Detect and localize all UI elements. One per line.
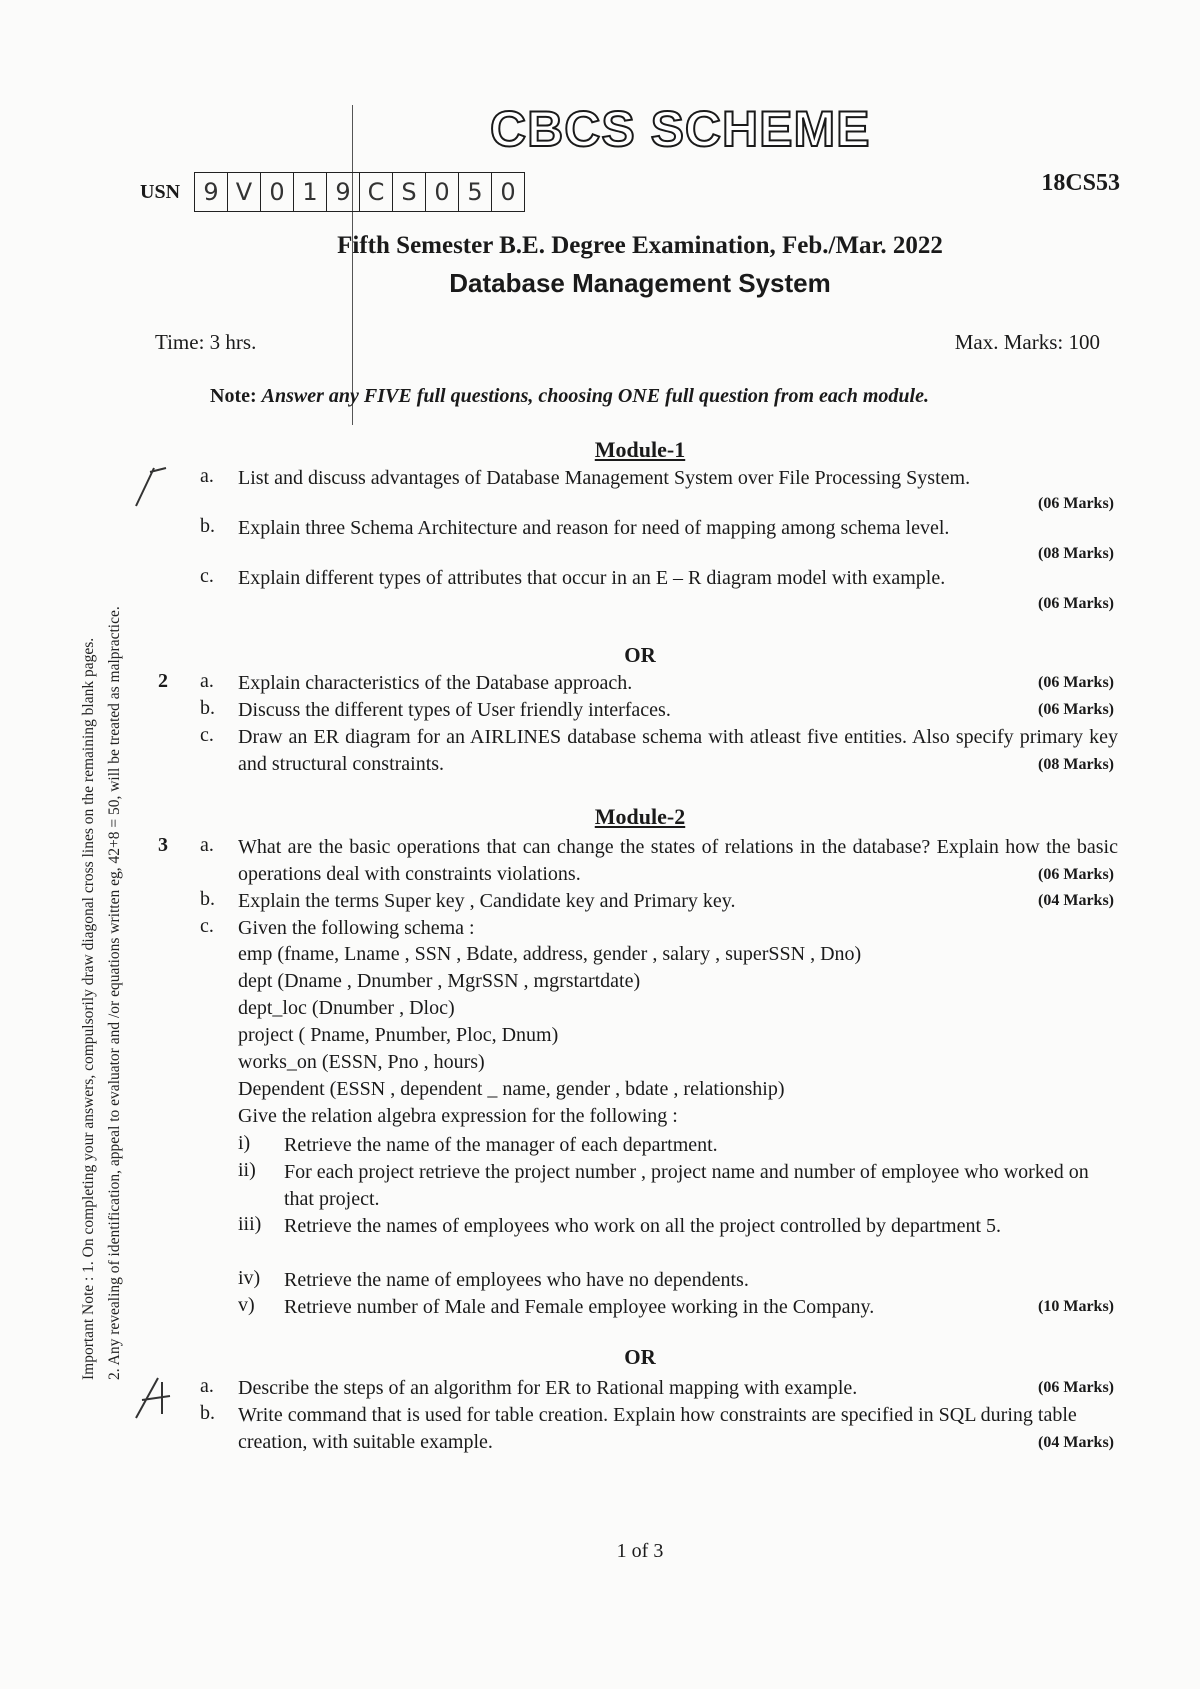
scan-vertical-line [352, 105, 353, 425]
usn-box: S [393, 173, 426, 211]
q1a-letter: a. [200, 465, 214, 487]
q1a-marks: (06 Marks) [1038, 495, 1114, 512]
side-important-note [76, 380, 128, 1380]
usn-box: 5 [459, 173, 492, 211]
item-v-label: v) [238, 1294, 255, 1316]
course-code: 18CS53 [1041, 170, 1120, 196]
side-note-line-2: 2. Any revealing of identification, appeal to evaluator and /or equations written eg, 42+8 = 50, will be treated as malpractice. [106, 606, 123, 1380]
usn-box: 0 [261, 173, 294, 211]
q2b-letter: b. [200, 697, 215, 719]
item-i-text: Retrieve the name of the manager of each department. [284, 1134, 718, 1156]
schema-line-project: project ( Pname, Pnumber, Ploc, Dnum) [238, 1024, 559, 1046]
q1c-text: Explain different types of attributes that occur in an E – R diagram model with example. [238, 567, 946, 589]
q3b-marks: (04 Marks) [1038, 892, 1114, 909]
q3a-marks: (06 Marks) [1038, 866, 1114, 883]
q4b-marks: (04 Marks) [1038, 1434, 1114, 1451]
instructions-note [210, 385, 929, 408]
q3-number: 3 [158, 834, 168, 856]
q4b-letter: b. [200, 1402, 215, 1424]
q1a-text: List and discuss advantages of Database Management System over File Processing System. [238, 467, 971, 489]
q3c-letter: c. [200, 915, 214, 937]
q3b-text: Explain the terms Super key , Candidate key and Primary key. [238, 890, 736, 912]
item-ii-text: For each project retrieve the project number , project name and number of employee who worked on that project. [284, 1161, 1089, 1210]
q2c-text: Draw an ER diagram for an AIRLINES database schema with atleast five entities. Also specify primary key and structural constraints. [238, 726, 1118, 775]
page-number: 1 of 3 [616, 1540, 664, 1562]
q4b-text: Write command that is used for table creation. Explain how constraints are specified in SQL during table creation, with suitable example. [238, 1404, 1077, 1453]
usn-box: 9 [327, 173, 360, 211]
q2-number: 2 [158, 670, 168, 692]
item-iv-label: iv) [238, 1267, 261, 1289]
q2a-marks: (06 Marks) [1038, 674, 1114, 691]
q3b-letter: b. [200, 888, 215, 910]
schema-line-dept-loc: dept_loc (Dnumber , Dloc) [238, 997, 455, 1019]
q2a-text: Explain characteristics of the Database approach. [238, 672, 633, 694]
note-text: Answer any FIVE full questions, choosing ONE full question from each module. [261, 385, 929, 407]
q2c-marks: (08 Marks) [1038, 756, 1114, 773]
q3c-marks: (10 Marks) [1038, 1298, 1114, 1315]
usn-box: 0 [500, 178, 516, 206]
q3a-text: What are the basic operations that can change the states of relations in the database? Explain how the basic operations deal with constraints violations. [238, 836, 1118, 885]
max-marks: Max. Marks: 100 [954, 330, 1100, 354]
q1b-letter: b. [200, 515, 215, 537]
q2c-letter: c. [200, 724, 214, 746]
handwritten-mark-icon [132, 462, 172, 510]
item-i-label: i) [238, 1132, 251, 1154]
item-iii-text: Retrieve the names of employees who work on all the project controlled by department 5. [284, 1215, 1002, 1237]
schema-line-dependent: Dependent (ESSN , dependent _ name, gender , bdate , relationship) [238, 1078, 785, 1100]
q4a-text: Describe the steps of an algorithm for ER to Rational mapping with example. [238, 1377, 858, 1399]
or-divider-1: OR [624, 643, 656, 667]
usn-box: 1 [294, 173, 327, 211]
relational-algebra-prompt: Give the relation algebra expression for the following : [238, 1105, 678, 1127]
q3a-letter: a. [200, 834, 214, 856]
usn-boxes [194, 172, 525, 212]
usn-box: V [228, 173, 261, 211]
handwritten-mark-icon [132, 1370, 176, 1422]
exam-title: Fifth Semester B.E. Degree Examination, Feb./Mar. 2022 [337, 232, 943, 259]
q2b-text: Discuss the different types of User friendly interfaces. [238, 699, 671, 721]
note-label: Note: [210, 385, 257, 407]
item-iii-label: iii) [238, 1213, 262, 1235]
usn-box: 9 [195, 173, 228, 211]
q2b-marks: (06 Marks) [1038, 701, 1114, 718]
or-divider-2: OR [624, 1345, 656, 1369]
schema-line-emp: emp (fname, Lname , SSN , Bdate, address, gender , salary , superSSN , Dno) [238, 943, 862, 965]
exam-time: Time: 3 hrs. [155, 330, 257, 354]
side-note-line-1: Important Note : 1. On completing your answers, compulsorily draw diagonal cross lines on the remaining blank pages. [80, 637, 97, 1380]
schema-line-works-on: works_on (ESSN, Pno , hours) [238, 1051, 485, 1073]
item-iv-text: Retrieve the name of employees who have no dependents. [284, 1269, 749, 1291]
usn-field [140, 172, 525, 212]
usn-box: C [360, 173, 393, 211]
usn-box: 0 [426, 173, 459, 211]
schema-line-dept: dept (Dname , Dnumber , MgrSSN , mgrstartdate) [238, 970, 641, 992]
module-1-heading: Module-1 [594, 437, 686, 462]
q4a-letter: a. [200, 1375, 214, 1397]
q4a-marks: (06 Marks) [1038, 1379, 1114, 1396]
item-ii-label: ii) [238, 1159, 256, 1181]
module-2-heading: Module-2 [594, 804, 686, 829]
subject-title: Database Management System [449, 268, 831, 298]
q1b-marks: (08 Marks) [1038, 545, 1114, 562]
usn-label: USN [140, 180, 181, 203]
q1c-letter: c. [200, 565, 214, 587]
q1b-text: Explain three Schema Architecture and reason for need of mapping among schema level. [238, 517, 950, 539]
item-v-text: Retrieve number of Male and Female employee working in the Company. [284, 1296, 875, 1318]
scheme-title: CBCS SCHEME [490, 101, 871, 157]
q3c-intro: Given the following schema : [238, 917, 475, 939]
q2a-letter: a. [200, 670, 214, 692]
q1c-marks: (06 Marks) [1038, 595, 1114, 612]
